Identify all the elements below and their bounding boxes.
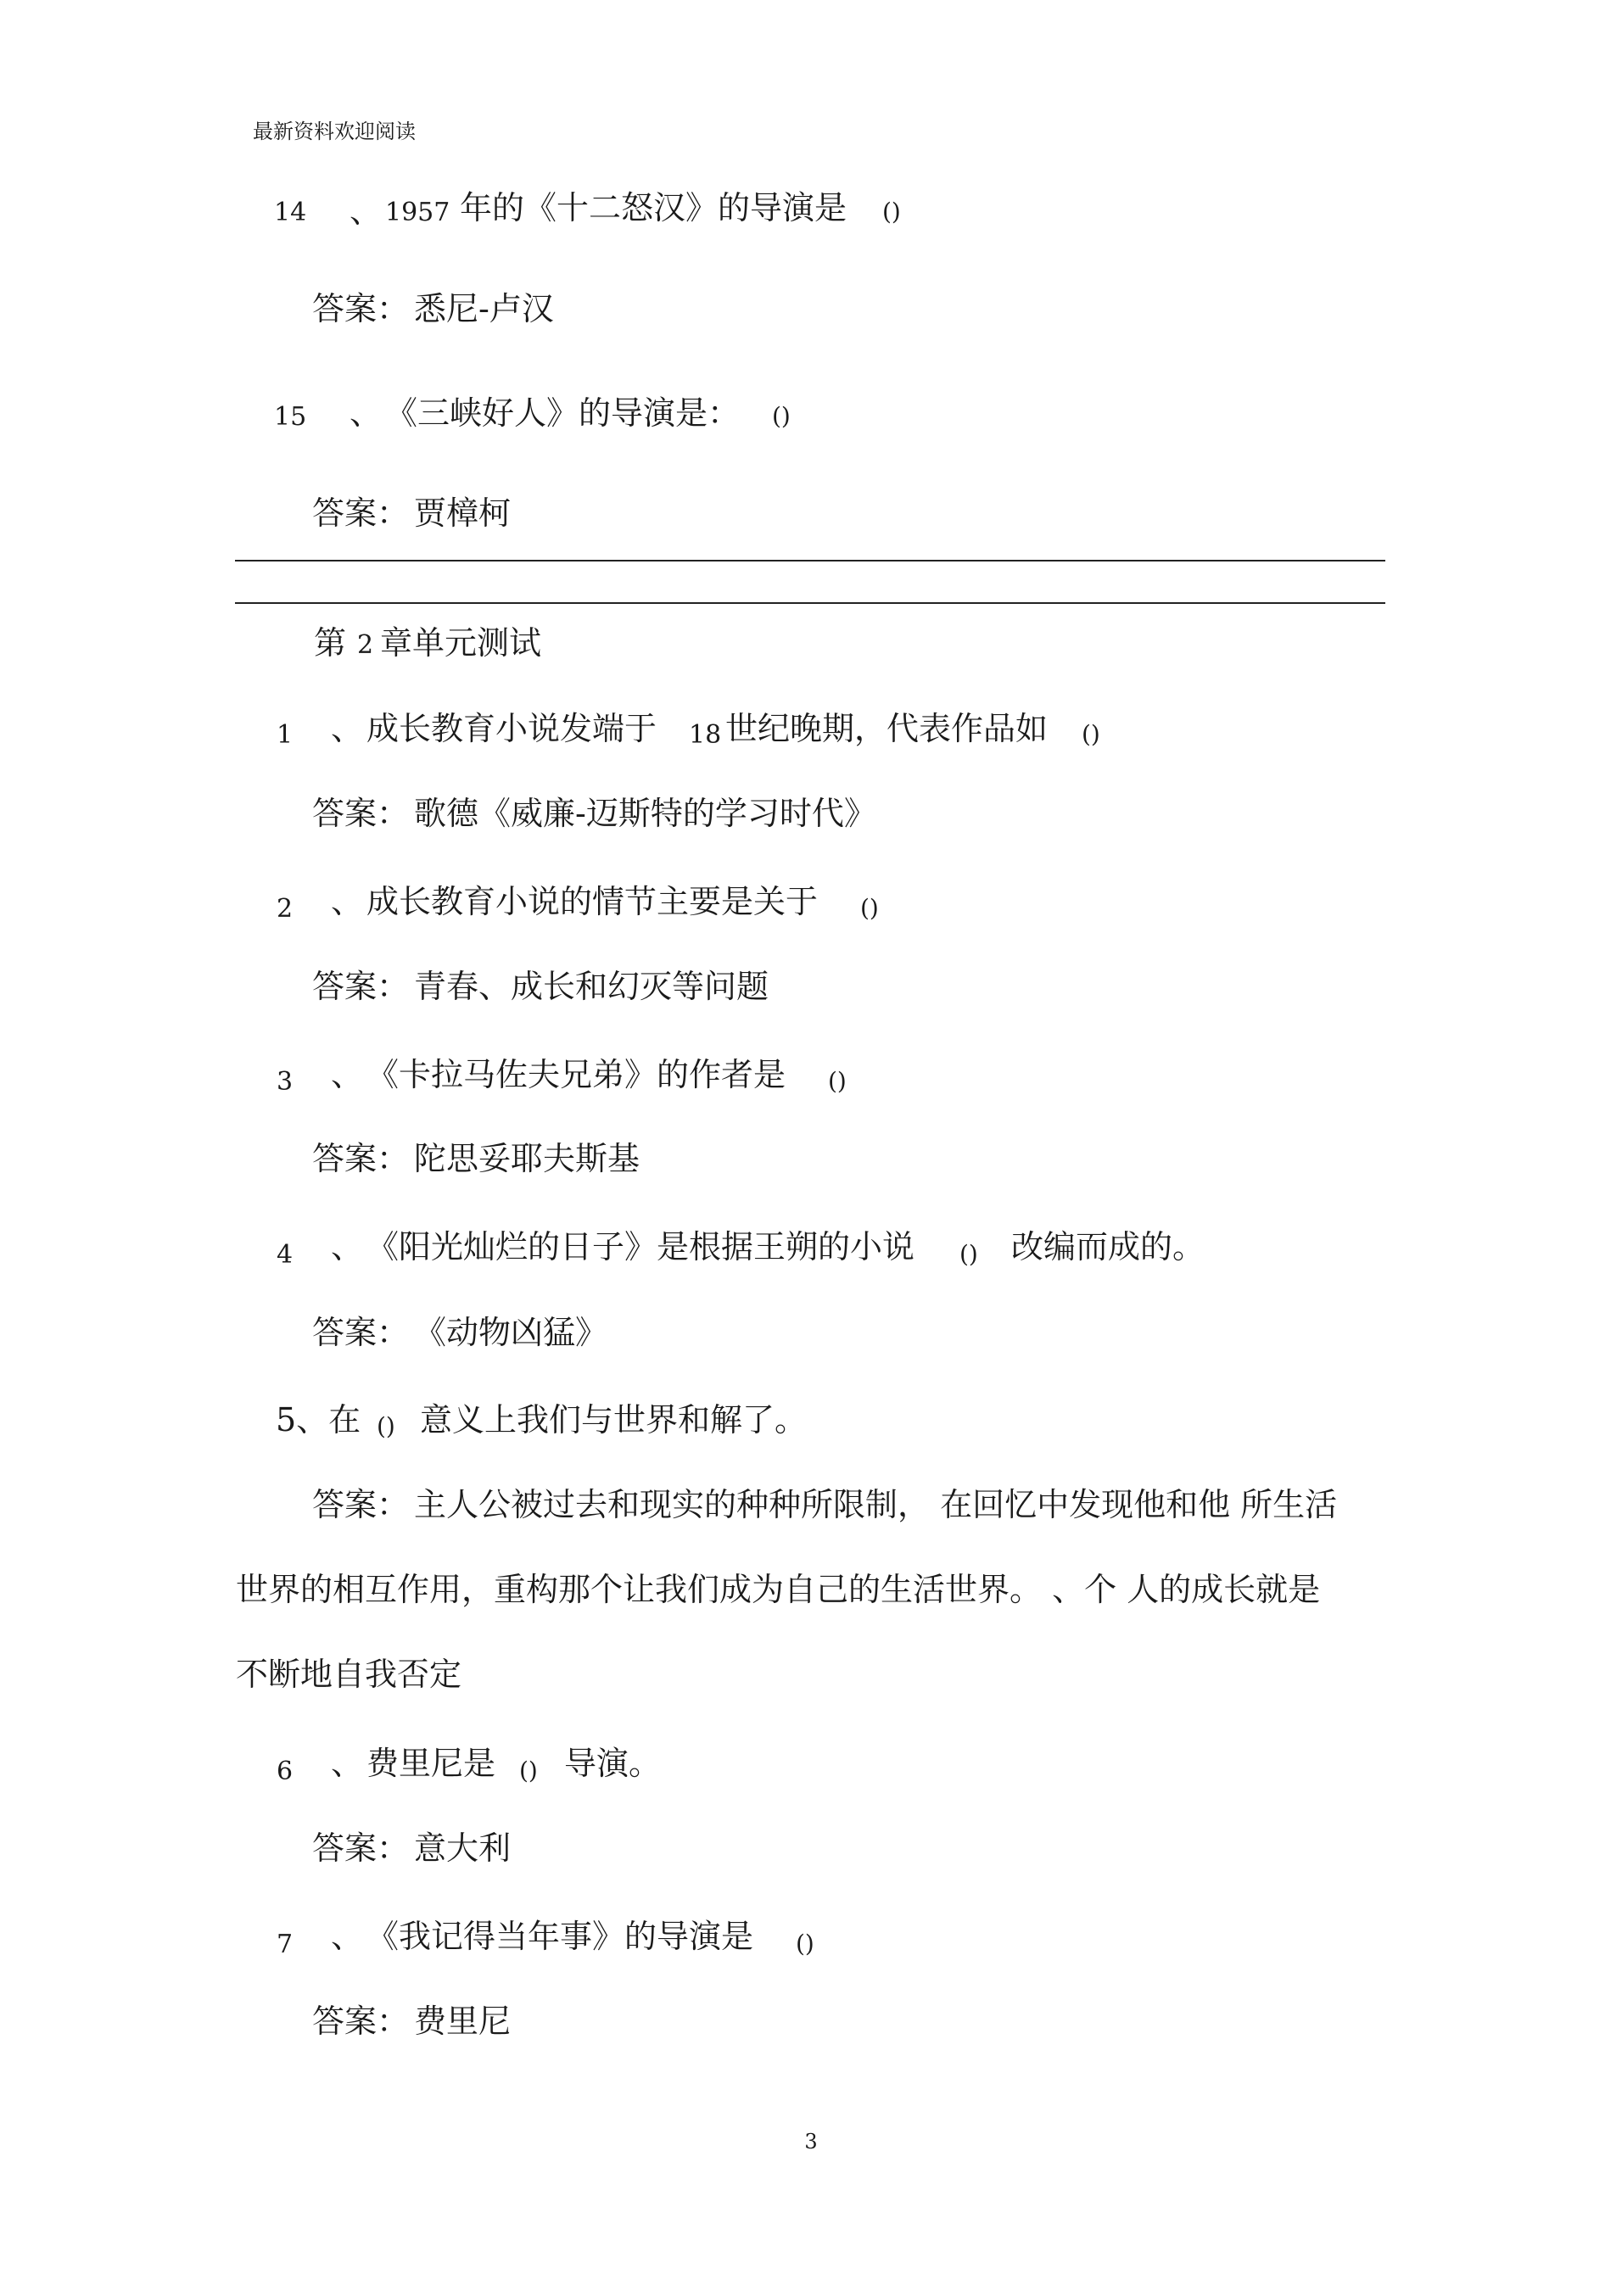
answer-label: 答案： <box>312 1486 410 1523</box>
question-separator: 、 <box>331 1918 364 1955</box>
question-number: 15 <box>274 402 307 432</box>
question-number: 5、在 <box>276 1401 361 1438</box>
answer-blank: () <box>377 1412 395 1440</box>
question-number: 2 <box>277 894 294 924</box>
question-text: 成长教育小说的情节主要是关于 <box>366 883 819 920</box>
question-number: 14 <box>274 198 307 227</box>
question-text: 成长教育小说发端于 <box>366 710 657 747</box>
question-text: 费里尼是 <box>366 1745 496 1782</box>
answer-blank: () <box>959 1240 978 1268</box>
answer-label: 答案： <box>312 2003 410 2040</box>
question-number: 1 <box>277 720 294 750</box>
chapter-number: 2 <box>357 630 374 660</box>
question-number: 4 <box>277 1240 294 1270</box>
answer-label: 答案： <box>312 494 410 532</box>
answer-label: 答案： <box>312 1830 410 1867</box>
question-text: 年的《十二怒汉》的导演是 <box>460 189 847 226</box>
answer-blank: () <box>882 198 901 226</box>
question-text: 《卡拉马佐夫兄弟》的作者是 <box>366 1056 786 1093</box>
question-text: 导演。 <box>564 1745 662 1782</box>
answer-label: 答案： <box>312 1314 410 1351</box>
question-century: 18 <box>689 720 722 750</box>
question-number: 7 <box>277 1930 294 1959</box>
answer-text: 世界的相互作用，重构那个让我们成为自己的生活世界。 、个 人的成长就是 <box>236 1571 1321 1608</box>
question-text: 世纪晚期，代表作品如 <box>725 710 1049 747</box>
question-text: 改编而成的。 <box>1011 1228 1205 1265</box>
question-text: 意义上我们与世界和解了。 <box>420 1401 808 1438</box>
question-separator: 、 <box>350 394 383 432</box>
answer-text: 费里尼 <box>414 2003 512 2040</box>
answer-label: 答案： <box>312 290 410 327</box>
question-separator: 、 <box>331 710 364 747</box>
answer-text: 陀思妥耶夫斯基 <box>414 1140 640 1177</box>
answer-text: 意大利 <box>414 1830 512 1867</box>
question-separator: 、 <box>331 1228 364 1265</box>
divider-line <box>235 560 1385 561</box>
answer-text: 《动物凶猛》 <box>414 1314 608 1351</box>
question-separator: 、 <box>350 193 383 230</box>
page-number: 3 <box>804 2130 818 2154</box>
question-number: 3 <box>277 1067 294 1097</box>
answer-text: 主人公被过去和现实的种种所限制， 在回忆中发现他和他 所生活 <box>414 1486 1338 1523</box>
question-separator: 、 <box>331 1745 364 1782</box>
chapter-prefix: 第 <box>314 624 347 662</box>
question-separator: 、 <box>331 1056 364 1093</box>
answer-blank: () <box>796 1930 814 1958</box>
answer-text: 不断地自我否定 <box>236 1656 462 1693</box>
chapter-title: 章单元测试 <box>380 624 542 662</box>
answer-blank: () <box>860 894 879 922</box>
answer-blank: () <box>519 1757 538 1785</box>
answer-text: 贾樟柯 <box>414 494 512 532</box>
answer-blank: () <box>1082 720 1100 748</box>
question-number: 6 <box>277 1757 294 1786</box>
answer-label: 答案： <box>312 795 410 832</box>
page-header: 最新资料欢迎阅读 <box>253 120 416 143</box>
answer-text: 青春、成长和幻灭等问题 <box>414 968 769 1005</box>
question-separator: 、 <box>331 883 364 920</box>
answer-label: 答案： <box>312 968 410 1005</box>
question-text: 《阳光灿烂的日子》是根据王朔的小说 <box>366 1228 915 1265</box>
question-text: 《三峡好人》的导演是： <box>385 394 741 432</box>
divider-line <box>235 602 1385 604</box>
answer-text: 歌德《威廉-迈斯特的学习时代》 <box>414 795 876 832</box>
question-text: 《我记得当年事》的导演是 <box>366 1918 754 1955</box>
answer-blank: () <box>772 402 791 430</box>
answer-blank: () <box>828 1067 847 1095</box>
answer-label: 答案： <box>312 1140 410 1177</box>
question-year: 1957 <box>385 198 450 227</box>
answer-text: 悉尼-卢汉 <box>414 290 554 327</box>
